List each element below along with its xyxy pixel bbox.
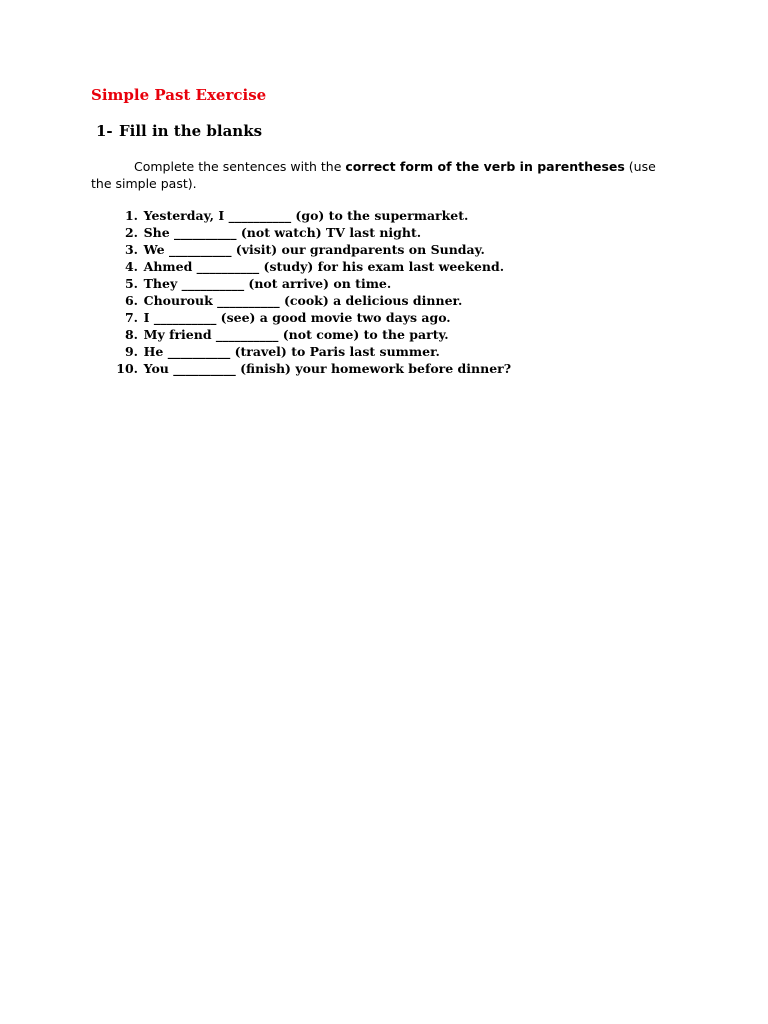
- exercise-item-number: 1.: [124, 208, 138, 223]
- exercise-list: [104, 207, 511, 377]
- exercise-item: [104, 360, 511, 377]
- instructions-text-before: Complete the sentences with the: [134, 159, 346, 174]
- exercise-item-text: You __________ (finish) your homework before dinner?: [143, 361, 512, 376]
- exercise-item: [104, 258, 511, 275]
- exercise-item-text: He __________ (travel) to Paris last summer.: [143, 344, 440, 359]
- page-title: Simple Past Exercise: [91, 86, 267, 104]
- instructions-paragraph: [91, 158, 661, 192]
- exercise-item-text: I __________ (see) a good movie two days ago.: [143, 310, 451, 325]
- exercise-item-number: 4.: [124, 259, 138, 274]
- exercise-item-text: We __________ (visit) our grandparents on Sunday.: [143, 242, 485, 257]
- exercise-item-text: Chourouk __________ (cook) a delicious dinner.: [143, 293, 463, 308]
- exercise-item-number: 7.: [124, 310, 138, 325]
- exercise-item: [104, 309, 511, 326]
- exercise-item-number: 2.: [124, 225, 138, 240]
- exercise-item: [104, 343, 511, 360]
- exercise-item-text: Ahmed __________ (study) for his exam last weekend.: [143, 259, 505, 274]
- exercise-item-number: 10.: [116, 361, 138, 376]
- exercise-item-number: 6.: [124, 293, 138, 308]
- exercise-item-text: She __________ (not watch) TV last night.: [143, 225, 422, 240]
- exercise-item: [104, 224, 511, 241]
- exercise-item-text: My friend __________ (not come) to the party.: [143, 327, 449, 342]
- section-heading: [96, 122, 262, 140]
- exercise-item-number: 8.: [124, 327, 138, 342]
- exercise-item-number: 3.: [124, 242, 138, 257]
- exercise-item: [104, 207, 511, 224]
- exercise-item-text: Yesterday, I __________ (go) to the supermarket.: [143, 208, 469, 223]
- section-number: 1-: [96, 122, 113, 140]
- section-heading-text: Fill in the blanks: [119, 122, 263, 140]
- exercise-item: [104, 292, 511, 309]
- instructions-text-after: (use the simple past).: [91, 159, 656, 191]
- exercise-item: [104, 326, 511, 343]
- exercise-item-number: 9.: [124, 344, 138, 359]
- exercise-item: [104, 241, 511, 258]
- exercise-item-number: 5.: [124, 276, 138, 291]
- exercise-item-text: They __________ (not arrive) on time.: [143, 276, 392, 291]
- exercise-item: [104, 275, 511, 292]
- instructions-text-bold: correct form of the verb in parentheses: [345, 159, 625, 174]
